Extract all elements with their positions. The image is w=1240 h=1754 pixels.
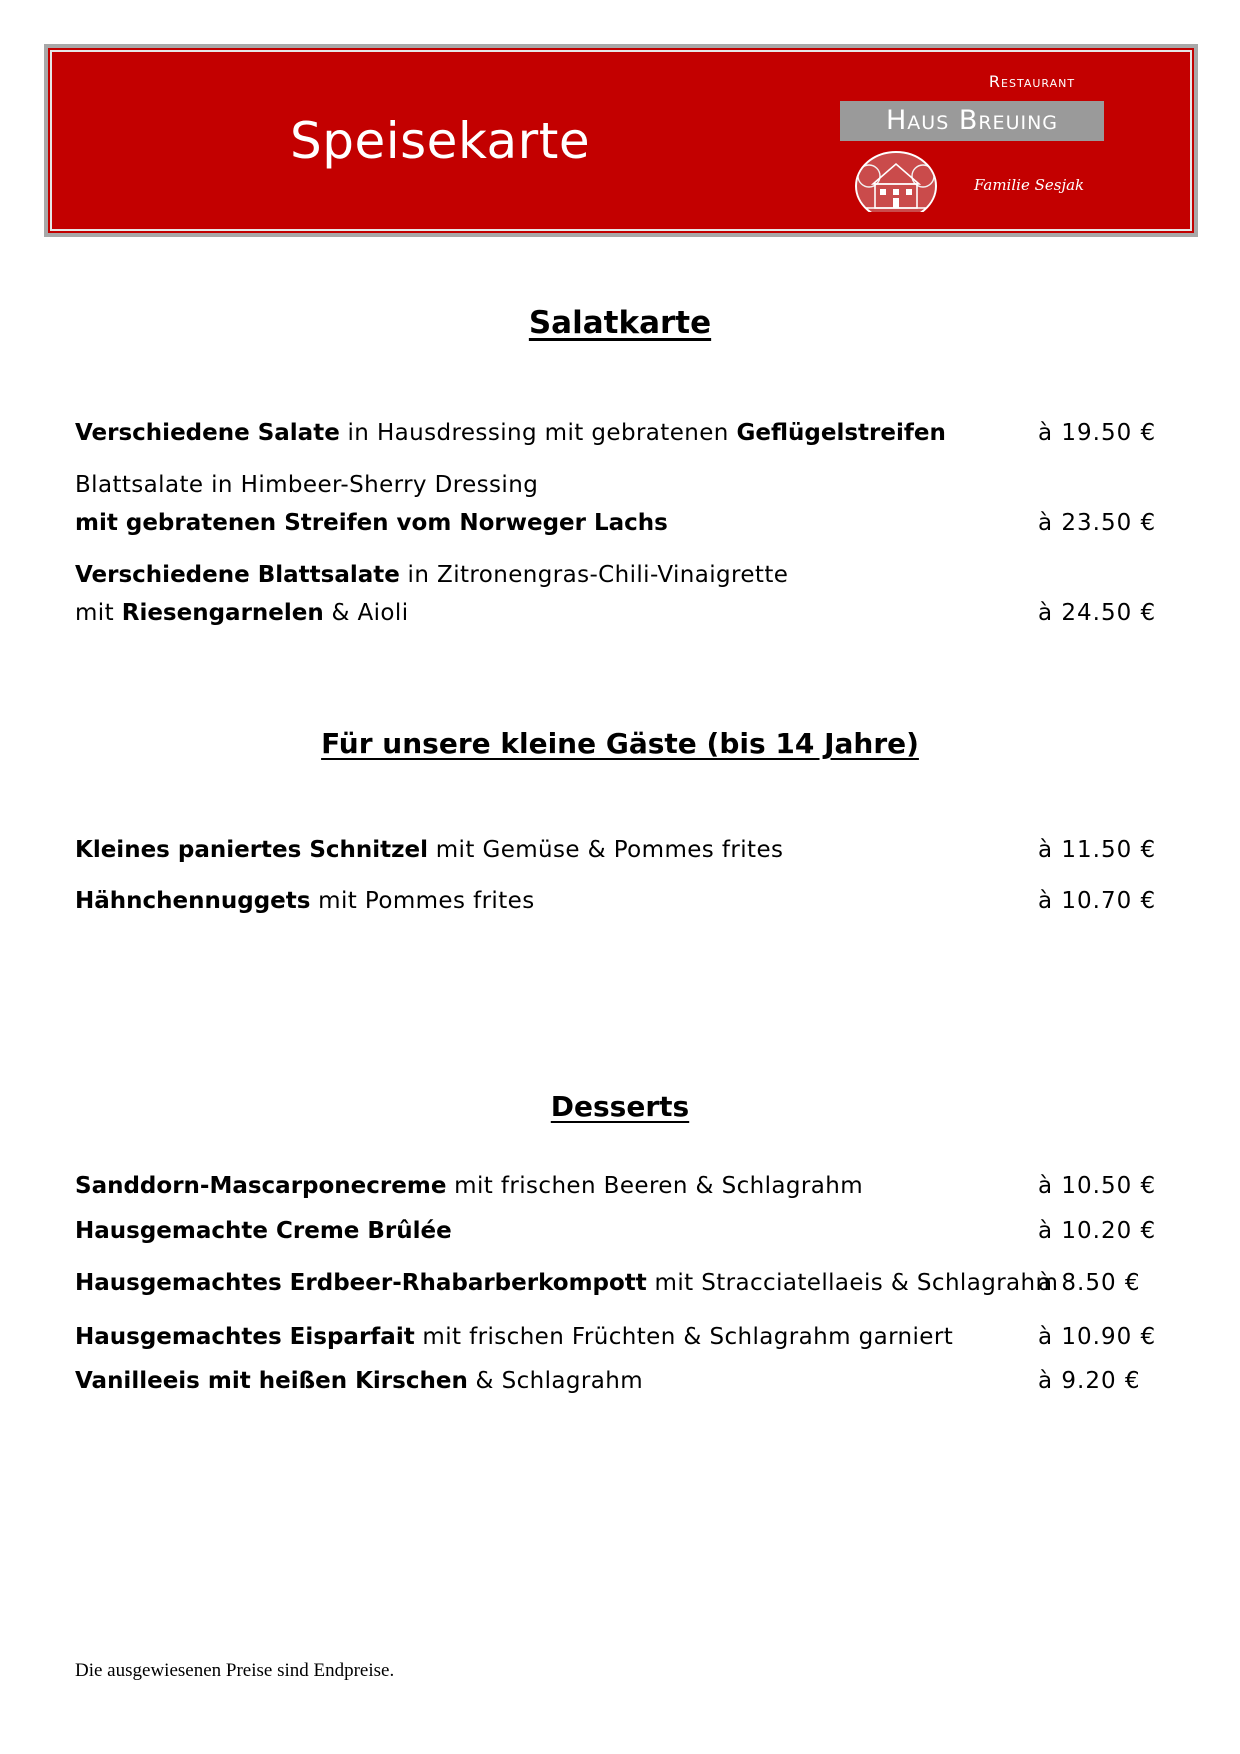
item-price: à 10.50 €: [1038, 1173, 1157, 1199]
menu-item-line: [75, 1270, 1058, 1296]
item-price: à 19.50 €: [1038, 420, 1157, 446]
item-description: mit frischen Beeren & Schlagrahm: [446, 1173, 864, 1199]
item-name: Geflügelstreifen: [736, 420, 946, 446]
menu-item-line: [75, 1173, 863, 1199]
item-description: & Aioli: [323, 600, 409, 626]
item-description: in Zitronengras-Chili-Vinaigrette: [399, 562, 789, 588]
menu-item-line: [75, 472, 538, 498]
item-name: mit gebratenen Streifen vom Norweger Lachs: [75, 510, 668, 536]
item-description: mit Pommes frites: [310, 888, 535, 914]
item-description: mit Gemüse & Pommes frites: [428, 837, 784, 863]
item-price: à 10.20 €: [1038, 1218, 1157, 1244]
item-name: Verschiedene Salate: [75, 420, 340, 446]
menu-item-line: [75, 888, 535, 914]
item-name: Kleines paniertes Schnitzel: [75, 837, 429, 863]
family-signature: Familie Sesjak: [974, 176, 1085, 194]
item-name: Vanilleeis mit heißen Kirschen: [75, 1368, 468, 1394]
item-name: Hausgemachtes Erdbeer-Rhabarberkompott: [75, 1270, 647, 1296]
item-price: à 24.50 €: [1038, 600, 1157, 626]
section-heading-kids: Für unsere kleine Gäste (bis 14 Jahre): [321, 727, 919, 760]
item-name: Verschiedene Blattsalate: [75, 562, 400, 588]
item-name: Hausgemachtes Eisparfait: [75, 1324, 415, 1350]
item-name: Hausgemachte Creme Brûlée: [75, 1218, 452, 1244]
item-price: à 10.70 €: [1038, 888, 1157, 914]
item-price: à 10.90 €: [1038, 1324, 1157, 1350]
menu-item-line: [75, 562, 788, 588]
item-description: & Schlagrahm: [467, 1368, 644, 1394]
item-description: mit frischen Früchten & Schlagrahm garniert: [414, 1324, 954, 1350]
item-price: à 9.20 €: [1038, 1368, 1141, 1394]
item-description: mit Stracciatellaeis & Schlagrahm: [646, 1270, 1059, 1296]
item-description: in Hausdressing mit gebratenen: [339, 420, 737, 446]
item-name: Sanddorn-Mascarponecreme: [75, 1173, 447, 1199]
price-footnote: Die ausgewiesenen Preise sind Endpreise.: [75, 1660, 395, 1681]
menu-item-line: [75, 1368, 643, 1394]
header-banner-inner: [50, 50, 1192, 231]
house-logo-icon: [855, 150, 937, 212]
page-title: Speisekarte: [290, 112, 591, 170]
item-name: Riesengarnelen: [121, 600, 324, 626]
item-description: Blattsalate in Himbeer-Sherry Dressing: [75, 472, 539, 498]
header-banner: [44, 44, 1198, 237]
section-heading-desserts: Desserts: [550, 1090, 690, 1123]
item-description: mit: [75, 600, 122, 626]
restaurant-label: Restaurant: [988, 72, 1076, 91]
menu-item-line: [75, 510, 668, 536]
menu-item-line: [75, 1324, 953, 1350]
menu-item-line: [75, 1218, 452, 1244]
menu-item-line: [75, 837, 783, 863]
menu-item-line: [75, 600, 408, 626]
item-price: à 11.50 €: [1038, 837, 1157, 863]
item-name: Hähnchennuggets: [75, 888, 311, 914]
brand-name: Haus Breuing: [840, 101, 1104, 141]
item-price: à 23.50 €: [1038, 510, 1157, 536]
item-price: à 8.50 €: [1038, 1270, 1141, 1296]
menu-item-line: [75, 420, 946, 446]
section-heading-salatkarte: Salatkarte: [528, 305, 712, 341]
